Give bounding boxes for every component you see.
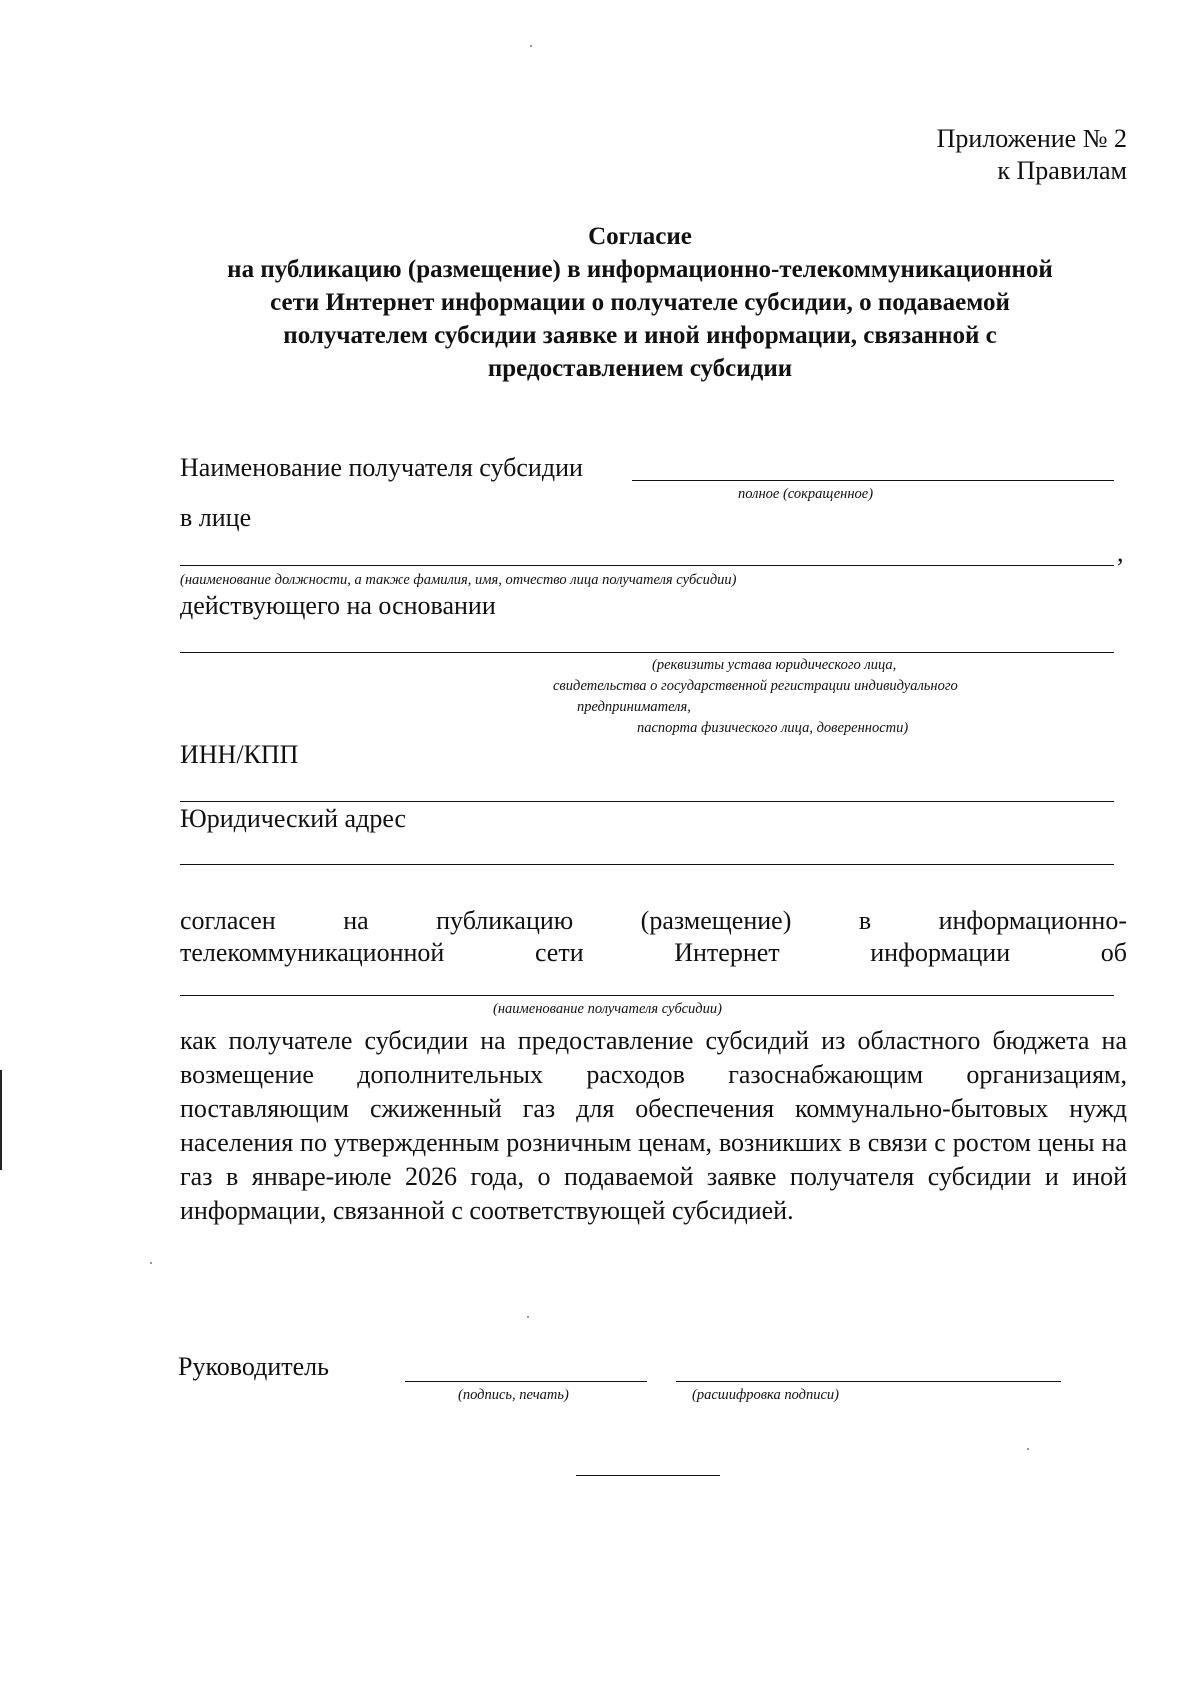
- head-label: Руководитель: [178, 1352, 329, 1381]
- basis-hint-3: предпринимателя,: [577, 699, 691, 715]
- consent-word: сети: [534, 938, 584, 967]
- signature-hint: (подпись, печать): [458, 1387, 569, 1403]
- consent-paragraph: как получателе субсидии на предоставление субсидий из областного бюджета на возмещение дополнительных расходов газоснабжающим организациям, поставляющим сжиженный газ для обеспечения коммунально-бытовых нужд населения по утвержденным розничным ценам, возникших в связи с ростом цены на газ в январе-июле 2026 года, о подаваемой заявке получателя субсидии и иной информации, связанной с соответствующей субсидией.: [180, 1026, 1127, 1225]
- in-person-comma: ,: [1117, 538, 1124, 567]
- recipient-name-field[interactable]: [632, 480, 1114, 481]
- inn-kpp-field[interactable]: [180, 801, 1114, 802]
- decoding-hint: (расшифровка подписи): [692, 1387, 840, 1403]
- legal-address-label: Юридический адрес: [180, 804, 407, 833]
- recipient-name-hint: полное (сокращенное): [738, 486, 874, 502]
- title-line-2: на публикацию (размещение) в информационно-телекоммуникационной: [227, 256, 1053, 283]
- recipient-name-label: Наименование получателя субсидии: [180, 453, 583, 482]
- appendix-number: Приложение № 2: [936, 124, 1127, 153]
- scan-speck: [527, 1316, 529, 1318]
- signature-field[interactable]: [405, 1381, 647, 1382]
- consent-word: согласен: [180, 906, 276, 935]
- title-line-4: получателем субсидии заявке и иной информации, связанной с: [283, 322, 997, 349]
- closing-separator: [576, 1475, 720, 1476]
- basis-hint-1: (реквизиты устава юридического лица,: [652, 657, 897, 673]
- in-person-hint: (наименование должности, а также фамилия, имя, отчество лица получателя субсидии): [180, 572, 737, 588]
- consent-recipient-hint: (наименование получателя субсидии): [493, 1001, 722, 1017]
- title-line-1: Согласие: [588, 223, 692, 250]
- inn-kpp-label: ИНН/КПП: [180, 740, 299, 769]
- title-line-3: сети Интернет информации о получателе субсидии, о подаваемой: [270, 289, 1010, 316]
- basis-hint-4: паспорта физического лица, доверенности): [637, 720, 909, 736]
- basis-hint-2: свидетельства о государственной регистрации индивидуального: [553, 678, 958, 694]
- legal-address-field[interactable]: [180, 864, 1114, 865]
- basis-label: действующего на основании: [180, 591, 496, 620]
- scan-speck: [530, 45, 532, 47]
- scan-speck: [1027, 1448, 1029, 1450]
- in-person-label: в лице: [180, 503, 252, 532]
- in-person-field[interactable]: [180, 565, 1114, 566]
- consent-word: об: [1100, 938, 1127, 967]
- consent-word: (размещение): [640, 906, 792, 935]
- consent-recipient-field[interactable]: [180, 995, 1114, 996]
- consent-word: телекоммуникационной: [180, 938, 445, 967]
- consent-line-1: [180, 905, 1127, 937]
- consent-word: информационно-: [938, 906, 1127, 935]
- consent-word: Интернет: [674, 938, 780, 967]
- document-title: [150, 220, 1130, 385]
- scan-edge-mark: [0, 1070, 2, 1170]
- consent-word: в: [858, 906, 872, 935]
- title-line-5: предоставлением субсидии: [487, 355, 793, 382]
- consent-word: публикацию: [436, 906, 574, 935]
- appendix-rules: к Правилам: [997, 156, 1127, 185]
- consent-line-2: [180, 937, 1127, 969]
- scan-speck: [150, 1262, 152, 1264]
- consent-word: информации: [870, 938, 1011, 967]
- consent-word: на: [343, 906, 369, 935]
- signature-decoding-field[interactable]: [676, 1381, 1061, 1382]
- basis-field[interactable]: [180, 652, 1114, 653]
